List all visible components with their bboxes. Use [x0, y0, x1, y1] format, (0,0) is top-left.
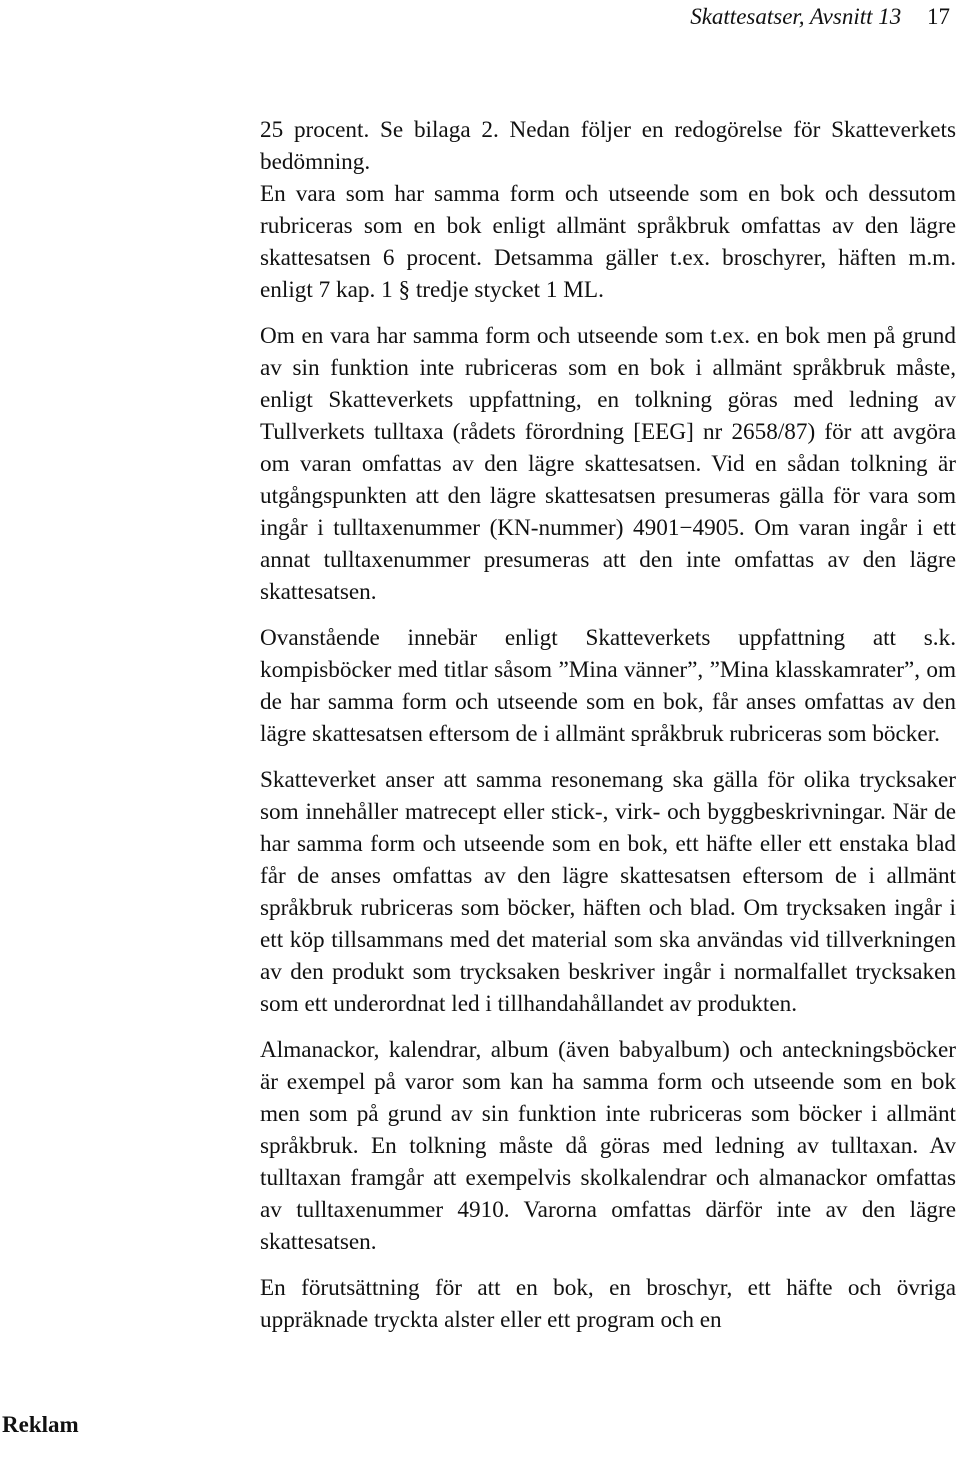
paragraph-7: En förutsättning för att en bok, en broschyr, ett häfte och övriga uppräknade tryckta alster eller ett program och en [260, 1275, 956, 1333]
section-title: Skattesatser, Avsnitt 13 [690, 4, 902, 29]
paragraph-1: 25 procent. Se bilaga 2. Nedan följer en redogörelse för Skatteverkets bedömning. [260, 117, 956, 175]
paragraph-2: En vara som har samma form och utseende som en bok och dessutom rubriceras som en bok enligt allmänt språkbruk omfattas av den lägre skattesatsen 6 procent. Detsamma gäller t.ex. broschyrer, häften m.m. enligt 7 kap. 1 § tredje stycket 1 ML. [260, 181, 956, 303]
page-number: 17 [927, 4, 950, 29]
paragraph-5: Skatteverket anser att samma resonemang ska gälla för olika trycksaker som innehåller matrecept eller stick-, virk- och byggbeskrivningar. När de har samma form och utseende som en bok, ett häfte eller ett enstaka blad får de anses omfattas av den lägre skattesatsen eftersom de i allmänt språkbruk rubriceras som böcker, häften och blad. Om trycksaken ingår i ett köp tillsammans med det material som ska användas vid tillverkningen av den produkt som trycksaken beskriver ingår i normalfallet trycksaken som ett underordnat led i tillhandahållandet av produkten. [260, 767, 956, 1017]
paragraph-4: Ovanstående innebär enligt Skatteverkets uppfattning att s.k. kompisböcker med titlar såsom ”Mina vänner”, ”Mina klasskamrater”, om de har samma form och utseende som en bok, får anses omfattas av den lägre skattesatsen eftersom de i allmänt språkbruk rubriceras som böcker. [260, 625, 956, 747]
paragraph-6: Almanackor, kalendrar, album (även babyalbum) och anteckningsböcker är exempel på varor som kan ha samma form och utseende som en bok men som på grund av sin funktion inte rubriceras som böcker i allmänt språkbruk. En tolkning måste då göras med ledning av tulltaxan. Av tulltaxan framgår att exempelvis skolkalendrar och almanackor omfattas av tulltaxenummer 4910. Varorna omfattas därför inte av den lägre skattesatsen. [260, 1037, 956, 1255]
page-header [690, 2, 950, 32]
paragraph-3: Om en vara har samma form och utseende som t.ex. en bok men på grund av sin funktion inte rubriceras som en bok i allmänt språkbruk måste, enligt Skatteverkets uppfattning, en tolkning göras med ledning av Tullverkets tulltaxa (rådets förordning [EEG] nr 2658/87) för att avgöra om varan omfattas av den lägre skattesatsen. Vid en sådan tolkning är utgångspunkten att den lägre skattesatsen presumeras gälla för vara som ingår i tulltaxenummer (KN-nummer) 4901−4905. Om varan ingår i ett annat tulltaxenummer presumeras att den inte omfattas av den lägre skattesatsen. [260, 323, 956, 605]
body-text [260, 114, 956, 1350]
margin-label-reklam: Reklam [2, 1412, 79, 1437]
